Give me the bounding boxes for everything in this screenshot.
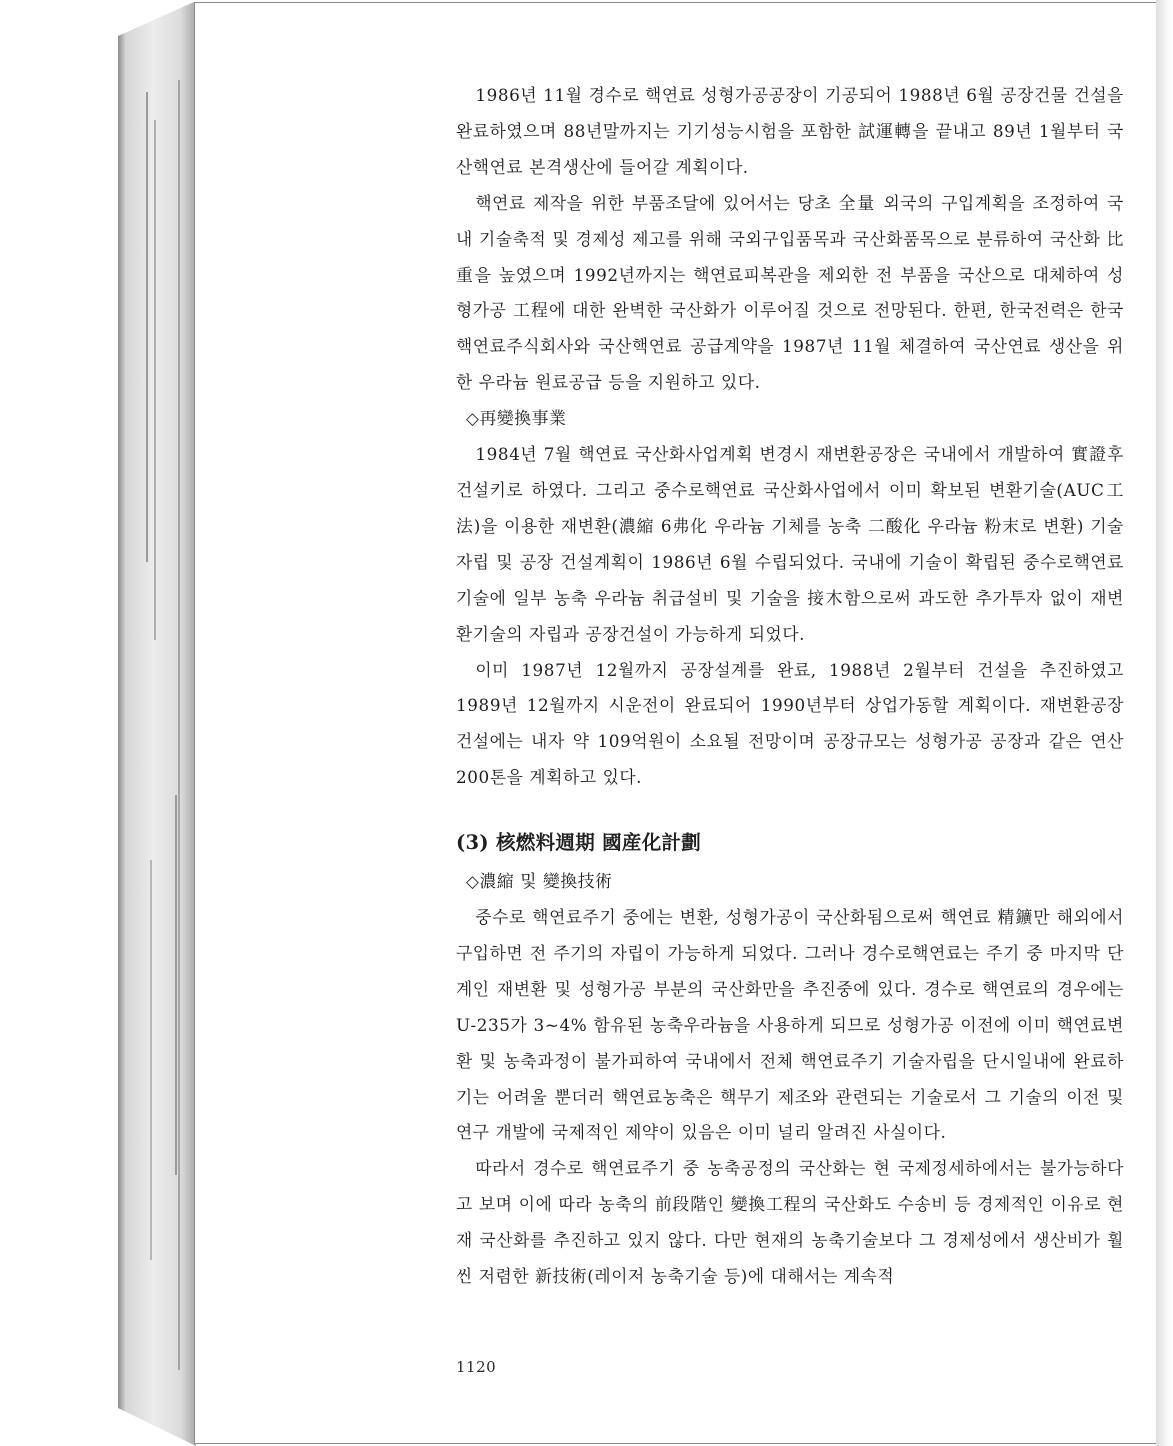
- body-paragraph: 중수로 핵연료주기 중에는 변환, 성형가공이 국산화됨으로써 핵연료 精鑛만 해외에서 구입하면 전 주기의 자립이 가능하게 되었다. 그러나 경수로핵연료는 주기 중 마지막 단계인 재변환 및 성형가공 부분의 국산화만을 추진중에 있다. 경수로 핵연료의 경우에는 U-235가 3~4% 함유된 농축우라늄을 사용하게 되므로 성형가공 이전에 이미 핵연료변환 및 농축과정이 불가피하여 국내에서 전체 핵연료주기 기술자립을 단시일내에 완료하기는 어려울 뿐더러 핵연료농축은 핵무기 제조와 관련되는 기술로서 그 기술의 이전 및 연구 개발에 국제적인 제약이 있음은 이미 널리 알려진 사실이다.: [456, 907, 1124, 1143]
- body-paragraph: 1984년 7월 핵연료 국산화사업계획 변경시 재변환공장은 국내에서 개발하여 實證후 건설키로 하였다. 그리고 중수로핵연료 국산화사업에서 이미 확보된 변환기술(AUC工法)을 이용한 재변환(濃縮 6弗化 우라늄 기체를 농축 二酸化 우라늄 粉末로 변환) 기술자립 및 공장 건설계획이 1986년 6월 수립되었다. 국내에 기술이 확립된 중수로핵연료 기술에 일부 농축 우라늄 취급설비 및 기술을 接木함으로써 과도한 추가투자 없이 재변환기술의 자립과 공장건설이 가능하게 되었다.: [456, 444, 1124, 644]
- page-number: 1120: [456, 1358, 497, 1376]
- page-stack-line: [146, 92, 148, 562]
- book-page-stack: [118, 0, 196, 1446]
- page-stack-line: [150, 860, 152, 1260]
- body-paragraph: 1986년 11월 경수로 핵연료 성형가공공장이 기공되어 1988년 6월 공장건물 건설을 완료하였으며 88년말까지는 기기성능시험을 포함한 試運轉을 끝내고 89년 1월부터 국산핵연료 본격생산에 들어갈 계획이다.: [456, 85, 1124, 177]
- page-body: [456, 78, 1124, 1295]
- page-stack-line: [175, 795, 177, 1175]
- body-paragraph: 핵연료 제작을 위한 부품조달에 있어서는 당초 全量 외국의 구입계획을 조정하여 국내 기술축적 및 경제성 제고를 위해 국외구입품목과 국산화품목으로 분류하여 국산화 比重을 높였으며 1992년까지는 핵연료피복관을 제외한 전 부품을 국산으로 대체하여 성형가공 工程에 대한 완벽한 국산화가 이루어질 것으로 전망된다. 한편, 한국전력은 한국핵연료주식회사와 국산핵연료 공급계약을 1987년 11월 체결하여 국산연료 생산을 위한 우라늄 원료공급 등을 지원하고 있다.: [456, 192, 1124, 393]
- subheading-reconversion: ◇再變換事業: [466, 408, 567, 429]
- body-paragraph: 따라서 경수로 핵연료주기 중 농축공정의 국산화는 현 국제정세하에서는 불가능하다고 보며 이에 따라 농축의 前段階인 變換工程의 국산화도 수송비 등 경제적인 이유로 현재 국산화를 추진하고 있지 않다. 다만 현재의 농축기술보다 그 경제성에서 생산비가 훨씬 저렴한 新技術(레이저 농축기술 등)에 대해서는 계속적: [456, 1158, 1124, 1287]
- section-heading: (3) 核燃料週期 國産化計劃: [456, 831, 702, 855]
- page-stack-line: [154, 120, 156, 640]
- body-paragraph: 이미 1987년 12월까지 공장설계를 완료, 1988년 2월부터 건설을 추진하였고 1989년 12월까지 시운전이 완료되어 1990년부터 상업가동할 계획이다. 재변환공장 건설에는 내자 약 109억원이 소요될 전망이며 공장규모는 성형가공 공장과 같은 연산 200톤을 계획하고 있다.: [456, 659, 1124, 788]
- page-stack-line: [178, 80, 180, 1370]
- subheading-enrichment: ◇濃縮 및 變換技術: [466, 871, 613, 892]
- page-edge-shadow: [1156, 0, 1173, 1446]
